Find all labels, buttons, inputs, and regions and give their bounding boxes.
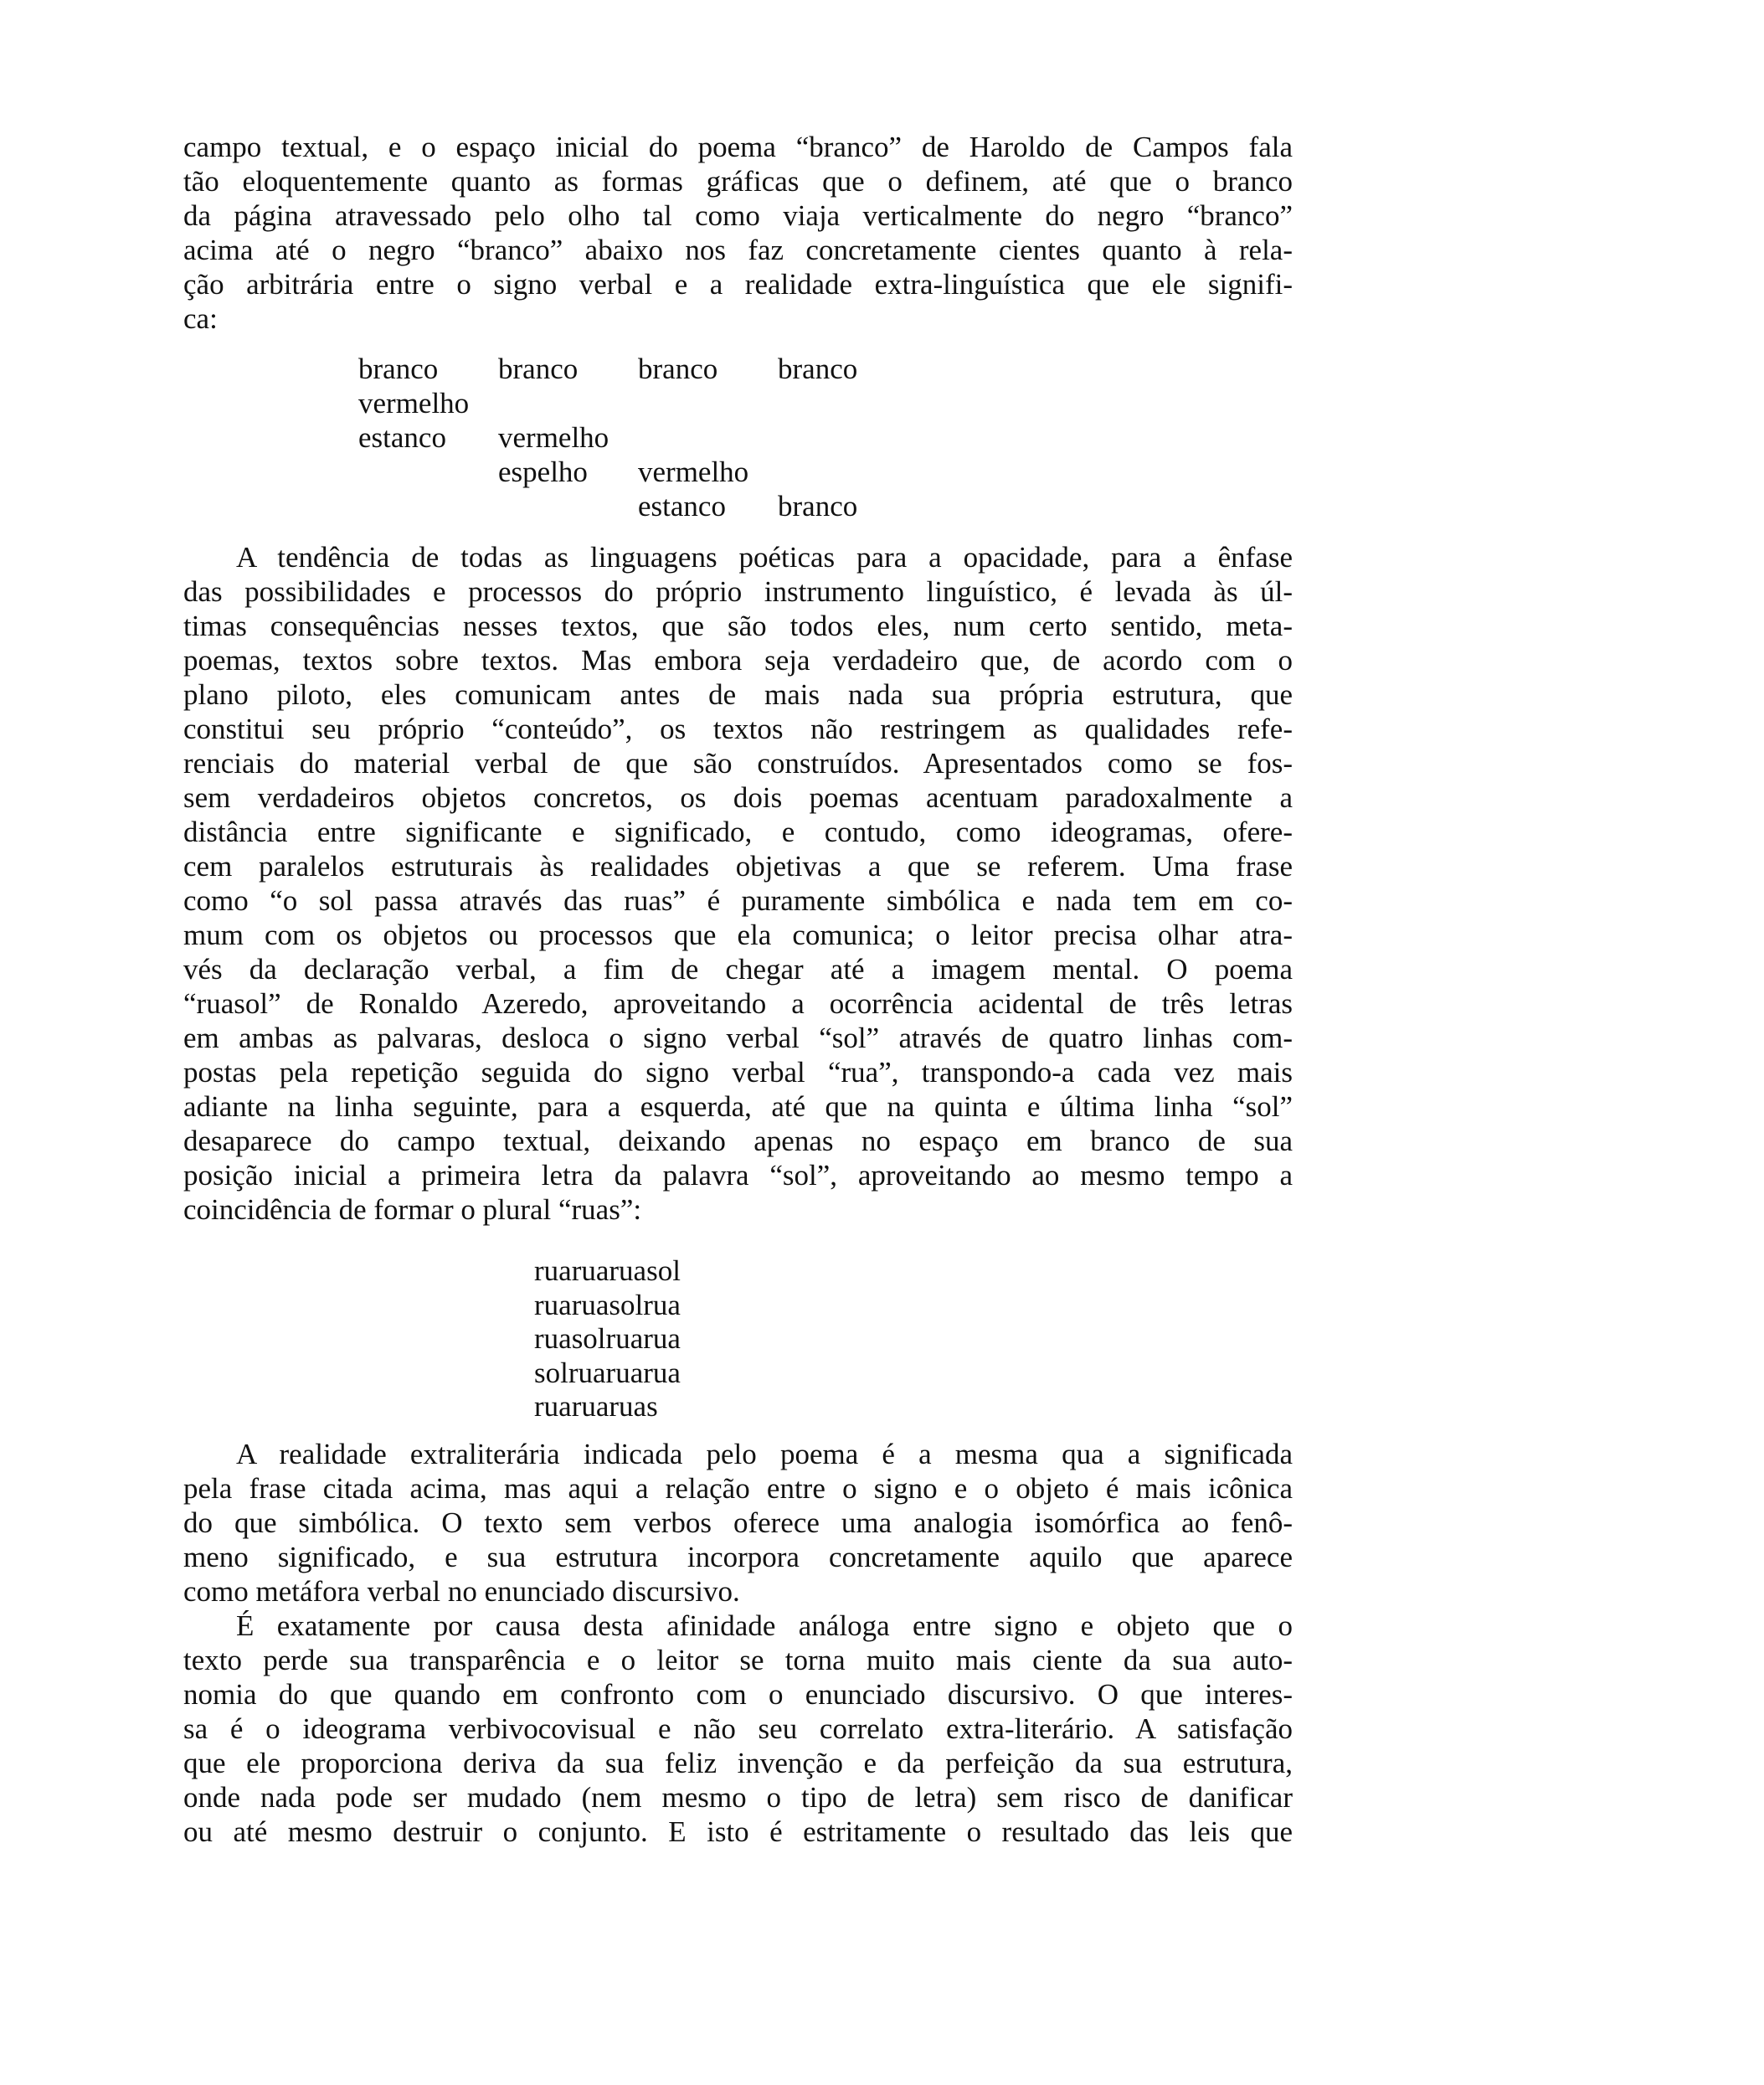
text-line: mum com os objetos ou processos que ela comunica; o leitor precisa olhar atra- — [183, 919, 1293, 951]
text-line: renciais do material verbal de que são construídos. Apresentados como se fos- — [183, 747, 1293, 780]
text-line: sa é o ideograma verbivocovisual e não seu correlato extra-literário. A satisfação — [183, 1712, 1293, 1745]
text-line: sem verdadeiros objetos concretos, os dois poemas acentuam paradoxalmente a — [183, 781, 1293, 814]
text-line: distância entre significante e significado, e contudo, como ideogramas, ofere- — [183, 816, 1293, 848]
text-line: texto perde sua transparência e o leitor se torna muito mais ciente da sua auto- — [183, 1644, 1293, 1676]
text-line: “ruasol” de Ronaldo Azeredo, aproveitando a ocorrência acidental de três letras — [183, 987, 1293, 1020]
text-line: desaparece do campo textual, deixando apenas no espaço em branco de sua — [183, 1125, 1293, 1157]
text-line: onde nada pode ser mudado (nem mesmo o tipo de letra) sem risco de danificar — [183, 1781, 1293, 1814]
text-line: plano piloto, eles comunicam antes de mais nada sua própria estrutura, que — [183, 678, 1293, 711]
poem-word: branco — [358, 353, 439, 385]
text-line: ção arbitrária entre o signo verbal e a realidade extra-linguística que ele signifi- — [183, 268, 1293, 301]
text-line: tão eloquentemente quanto as formas gráficas que o definem, até que o branco — [183, 165, 1293, 198]
text-line: como metáfora verbal no enunciado discursivo. — [183, 1575, 740, 1608]
poem-word: branco — [778, 353, 858, 385]
text-line: das possibilidades e processos do próprio instrumento linguístico, é levada às úl- — [183, 575, 1293, 608]
text-line: pela frase citada acima, mas aqui a relação entre o signo e o objeto é mais icônica — [183, 1472, 1293, 1505]
text-line: adiante na linha seguinte, para a esquerda, até que na quinta e última linha “sol” — [183, 1090, 1293, 1123]
poem-word: estanco — [638, 490, 726, 523]
poem-word: branco — [778, 490, 858, 523]
text-line: A tendência de todas as linguagens poéticas para a opacidade, para a ênfase — [236, 541, 1293, 574]
poem-word: vermelho — [358, 387, 470, 420]
poem-word: branco — [638, 353, 718, 385]
text-line: campo textual, e o espaço inicial do poema “branco” de Haroldo de Campos fala — [183, 131, 1293, 163]
poem-line: ruaruasolrua — [534, 1289, 681, 1321]
text-line: nomia do que quando em confronto com o enunciado discursivo. O que interes- — [183, 1678, 1293, 1711]
text-line: em ambas as palvaras, desloca o signo verbal “sol” através de quatro linhas com- — [183, 1022, 1293, 1054]
poem-word: espelho — [498, 456, 588, 488]
text-line: coincidência de formar o plural “ruas”: — [183, 1193, 642, 1226]
poem-line: ruasolruarua — [534, 1322, 681, 1355]
text-line: ca: — [183, 302, 218, 335]
text-line: como “o sol passa através das ruas” é puramente simbólica e nada tem em co- — [183, 884, 1293, 917]
poem-line: ruaruaruasol — [534, 1254, 681, 1287]
poem-word: estanco — [358, 421, 446, 454]
text-line: posição inicial a primeira letra da palavra “sol”, aproveitando ao mesmo tempo a — [183, 1159, 1293, 1192]
poem-word: vermelho — [638, 456, 749, 488]
text-line: da página atravessado pelo olho tal como viaja verticalmente do negro “branco” — [183, 199, 1293, 232]
text-line: meno significado, e sua estrutura incorpora concretamente aquilo que aparece — [183, 1541, 1293, 1573]
text-line: A realidade extraliterária indicada pelo poema é a mesma qua a significada — [236, 1438, 1293, 1470]
text-line: cem paralelos estruturais às realidades objetivas a que se referem. Uma frase — [183, 850, 1293, 883]
text-line: timas consequências nesses textos, que são todos eles, num certo sentido, meta- — [183, 610, 1293, 642]
text-line: que ele proporciona deriva da sua feliz invenção e da perfeição da sua estrutura, — [183, 1747, 1293, 1779]
text-line: poemas, textos sobre textos. Mas embora seja verdadeiro que, de acordo com o — [183, 644, 1293, 677]
poem-word: vermelho — [498, 421, 609, 454]
text-line: do que simbólica. O texto sem verbos oferece uma analogia isomórfica ao fenô- — [183, 1506, 1293, 1539]
poem-word: branco — [498, 353, 579, 385]
text-line: É exatamente por causa desta afinidade análoga entre signo e objeto que o — [236, 1609, 1293, 1642]
text-line: constitui seu próprio “conteúdo”, os textos não restringem as qualidades refe- — [183, 713, 1293, 745]
text-line: ou até mesmo destruir o conjunto. E isto é estritamente o resultado das leis que — [183, 1815, 1293, 1848]
text-line: vés da declaração verbal, a fim de chegar até a imagem mental. O poema — [183, 953, 1293, 986]
text-line: acima até o negro “branco” abaixo nos faz concretamente cientes quanto à rela- — [183, 234, 1293, 266]
poem-line: solruaruarua — [534, 1357, 681, 1389]
poem-line: ruaruaruas — [534, 1390, 658, 1423]
text-line: postas pela repetição seguida do signo verbal “rua”, transpondo-a cada vez mais — [183, 1056, 1293, 1089]
